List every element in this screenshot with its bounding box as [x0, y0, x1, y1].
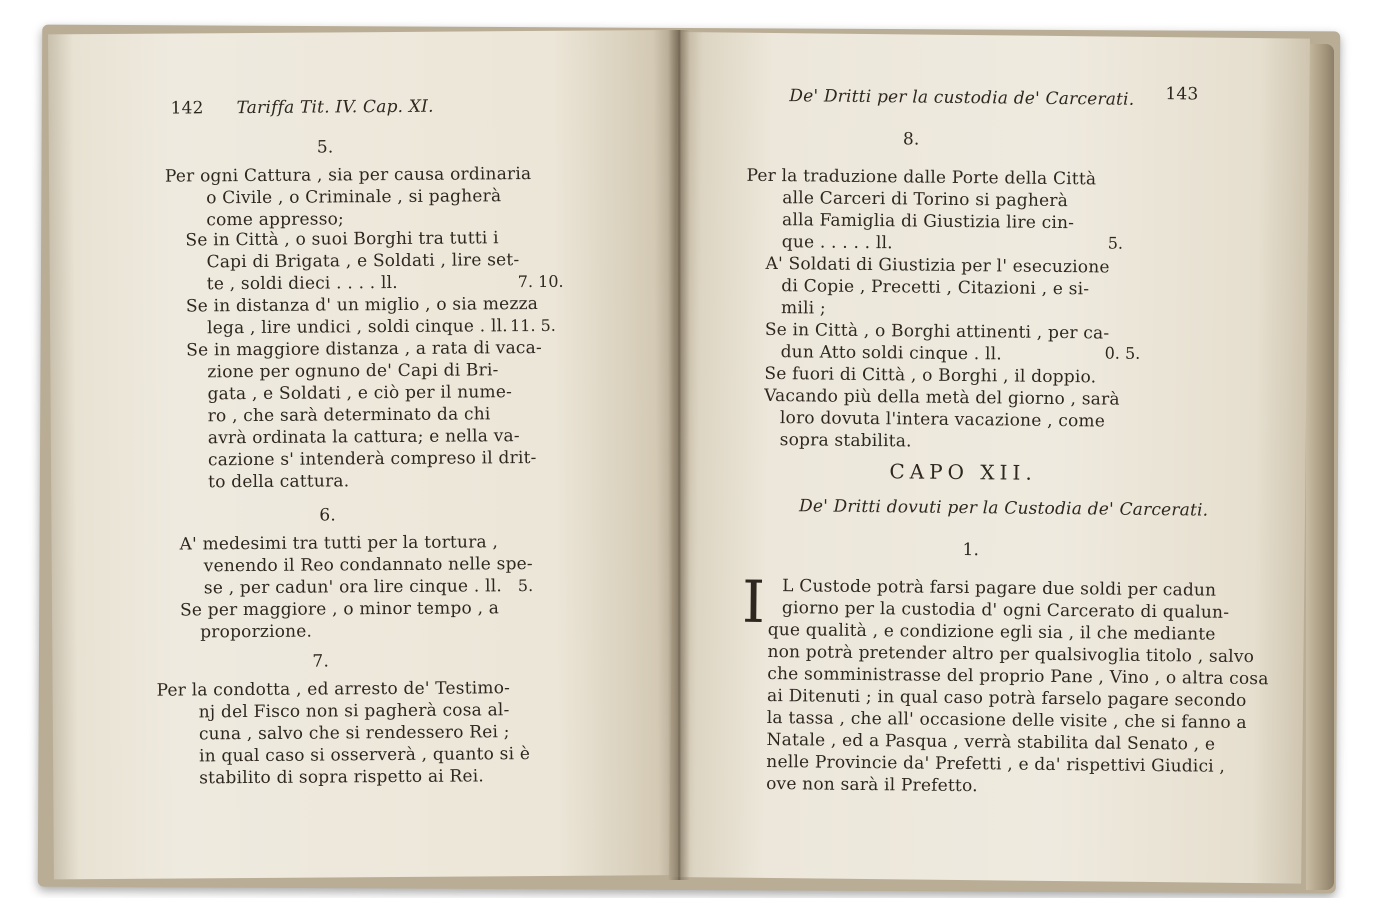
right-page-number: 143 [1165, 84, 1199, 105]
text-line: te , soldi dieci . . . . ll. [206, 272, 398, 295]
text-line: zione per ognuno de' Capi di Bri- [207, 360, 499, 383]
text-line: venendo il Reo condannato nelle spe- [203, 554, 533, 577]
chapter-title: CAPO XII. [889, 459, 1037, 485]
section-number-6: 6. [319, 505, 337, 526]
text-line: Se in distanza d' un miglio , o sia mezza [185, 293, 539, 317]
text-line: cazione s' intenderà compreso il drit- [207, 447, 537, 471]
text-line: la tassa , che all' occasione delle visite , che si fanno a [766, 707, 1247, 733]
text-line: Se fuori di Città , o Borghi , il doppio. [764, 363, 1097, 388]
left-page [48, 30, 684, 879]
text-line: Per la condotta , ed arresto de' Testimo- [156, 678, 511, 701]
section-number-8: 8. [902, 129, 920, 150]
text-line: proporzione. [200, 621, 313, 643]
section-number-5: 5. [316, 137, 334, 158]
text-line: Se per maggiore , o minor tempo , a [179, 598, 500, 621]
right-running-head: De' Dritti per la custodia de' Carcerati. [789, 86, 1135, 110]
text-line: nj del Fisco non si pagherà cosa al- [198, 700, 510, 723]
text-line: ro , che sarà determinato da chi [207, 404, 491, 427]
right-page [669, 32, 1310, 884]
text-line: que . . . . . ll. [781, 232, 893, 254]
text-line: L Custode potrà farsi pagare due soldi per cadun [782, 576, 1217, 601]
text-line: che somministrasse del proprio Pane , Vino , o altra cosa [767, 663, 1269, 690]
text-line: Se in Città , o suoi Borghi tra tutti i [185, 228, 499, 251]
text-line: que qualità , e condizione egli sia , il che mediante [767, 619, 1216, 645]
section-number-1: 1. [962, 540, 980, 561]
book-gutter [668, 30, 690, 880]
text-line: sopra stabilita. [779, 430, 912, 452]
text-line: dun Atto soldi cinque . ll. [780, 342, 1003, 365]
drop-cap: I [741, 567, 766, 636]
text-line: ai Ditenuti ; in qual caso potrà farselo pagare secondo [766, 685, 1247, 711]
text-line: Vacando più della metà del giorno , sarà [764, 385, 1120, 410]
text-line: alle Carceri di Torino si pagherà [782, 188, 1069, 212]
text-line: stabilito di sopra rispetto ai Rei. [199, 766, 485, 789]
text-line: alla Famiglia di Giustizia lire cin- [781, 210, 1075, 234]
text-line: A' medesimi tra tutti per la tortura , [179, 532, 499, 555]
text-line: se , per cadun' ora lire cinque . ll. [203, 576, 502, 599]
text-line: A' Soldati di Giustizia per l' esecuzione [765, 253, 1110, 278]
text-line: mili ; [781, 298, 826, 319]
text-line: Se in Città , o Borghi attinenti , per ca- [764, 319, 1110, 344]
text-line: non potrà pretender altro per qualsivoglia titolo , salvo [767, 641, 1255, 668]
text-line: o Civile , o Criminale , si pagherà [206, 186, 502, 209]
text-line: di Copie , Precetti , Citazioni , e si- [781, 276, 1090, 300]
section-number-7: 7. [312, 651, 330, 672]
text-line: nelle Provincie da' Prefetti , e da' rispettivi Giudici , [766, 751, 1226, 777]
text-line: avrà ordinata la cattura; e nella va- [207, 426, 520, 449]
left-page-number: 142 [170, 98, 204, 119]
book-cover-edge [1306, 44, 1334, 890]
text-line: gata , e Soldati , e ciò per il nume- [207, 382, 513, 405]
chapter-subtitle: De' Dritti dovuti per la Custodia de' Carcerati. [798, 496, 1209, 521]
text-line: ove non sarà il Prefetto. [766, 773, 978, 797]
text-line: giorno per la custodia d' ogni Carcerato di qualun- [781, 598, 1230, 623]
amount: 0. 5. [1104, 343, 1141, 363]
text-line: Se in maggiore distanza , a rata di vaca- [186, 337, 542, 361]
text-line: come appresso; [206, 209, 345, 231]
text-line: Per ogni Cattura , sia per causa ordinaria [164, 164, 532, 187]
text-line: cuna , salvo che si rendessero Rei ; [198, 722, 510, 745]
amount: 5. [1107, 233, 1124, 253]
text-line: to della cattura. [208, 471, 350, 493]
text-line: Per la traduzione dalle Porte della Città [746, 165, 1097, 190]
text-line: lega , lire undici , soldi cinque . ll. [207, 316, 508, 339]
text-line: in qual caso si osserverà , quanto si è [198, 744, 531, 767]
text-line: Natale , ed a Pasqua , verrà stabilita dal Senato , e [766, 729, 1216, 755]
left-running-head: Tariffa Tit. IV. Cap. XI. [236, 96, 434, 119]
amount: 5. [517, 576, 534, 596]
text-line: Capi di Brigata , e Soldati , lire set- [206, 250, 520, 273]
text-line: loro dovuta l'intera vacazione , come [779, 408, 1106, 432]
amount: 11. 5. [509, 315, 556, 336]
amount: 7. 10. [517, 271, 564, 292]
